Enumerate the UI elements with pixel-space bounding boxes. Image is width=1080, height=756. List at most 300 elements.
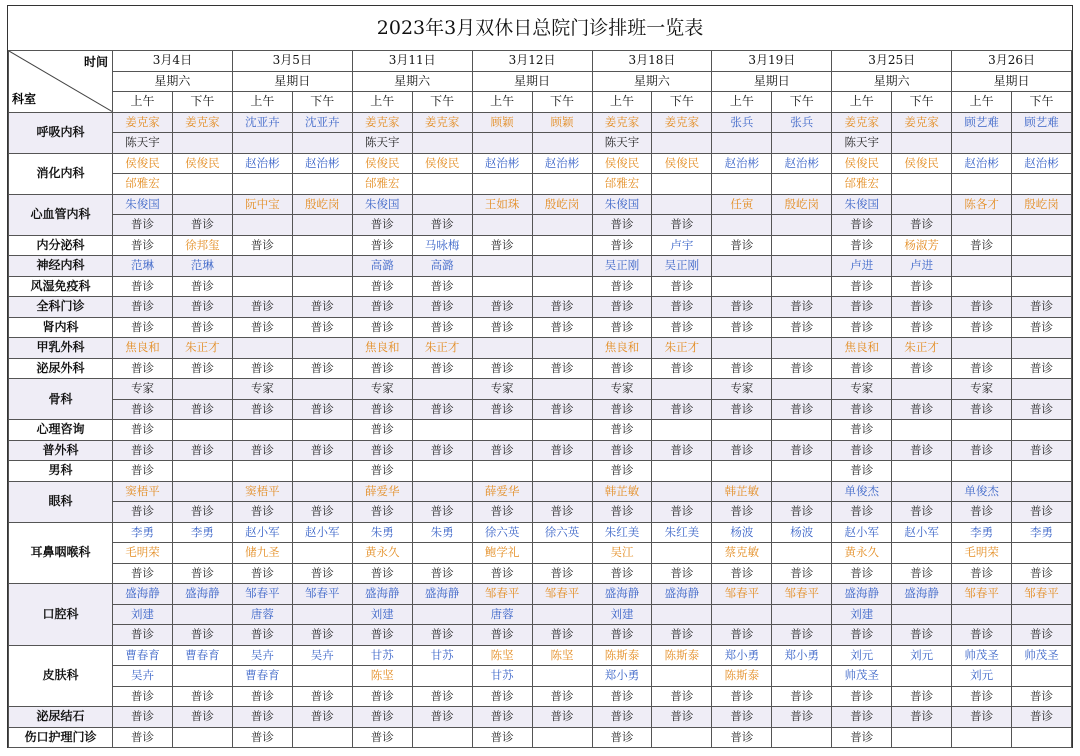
- doctor-name: 侯俊民: [904, 155, 939, 170]
- schedule-cell: [772, 543, 832, 564]
- doctor-name: 帅茂圣: [1024, 647, 1059, 662]
- schedule-cell: [952, 276, 1012, 297]
- schedule-cell: [292, 112, 352, 133]
- schedule-cell: [772, 338, 832, 359]
- schedule-cell: [652, 317, 712, 338]
- doctor-name: 姜克家: [904, 114, 939, 129]
- schedule-cell: [832, 276, 892, 297]
- schedule-cell: [772, 174, 832, 195]
- schedule-cell: [172, 686, 232, 707]
- table-row: [9, 707, 1072, 728]
- schedule-cell: [892, 645, 952, 666]
- schedule-cell: [113, 297, 173, 318]
- schedule-cell: [952, 707, 1012, 728]
- schedule-cell: [652, 276, 712, 297]
- clinic-type: 普诊: [430, 319, 454, 334]
- schedule-cell: [772, 379, 832, 400]
- schedule-cell: [412, 666, 472, 687]
- clinic-type: 普诊: [430, 504, 454, 519]
- clinic-type: 普诊: [1030, 401, 1054, 416]
- clinic-type: 普诊: [130, 504, 154, 519]
- schedule-cell: [952, 727, 1012, 748]
- schedule-cell: [352, 584, 412, 605]
- schedule-cell: [172, 174, 232, 195]
- schedule-cell: [892, 153, 952, 174]
- schedule-cell: [352, 133, 412, 154]
- schedule-cell: [772, 461, 832, 482]
- schedule-cell: [592, 420, 652, 441]
- schedule-cell: [652, 256, 712, 277]
- schedule-cell: [772, 604, 832, 625]
- schedule-cell: [652, 235, 712, 256]
- schedule-cell: [652, 461, 712, 482]
- schedule-cell: [652, 215, 712, 236]
- schedule-cell: [292, 297, 352, 318]
- schedule-cell: [1012, 727, 1072, 748]
- schedule-cell: [232, 317, 292, 338]
- doctor-name: 沈亚卉: [245, 114, 280, 129]
- schedule-cell: [472, 727, 532, 748]
- schedule-cell: [172, 215, 232, 236]
- table-row: [9, 625, 1072, 646]
- schedule-cell: [172, 338, 232, 359]
- schedule-cell: [772, 194, 832, 215]
- table-row: [9, 379, 1072, 400]
- clinic-type: 普诊: [910, 278, 934, 293]
- schedule-cell: [412, 215, 472, 236]
- schedule-cell: [1012, 174, 1072, 195]
- clinic-type: 普诊: [730, 237, 754, 252]
- schedule-cell: [1012, 112, 1072, 133]
- clinic-type: 普诊: [610, 299, 634, 314]
- table-row: [9, 563, 1072, 584]
- clinic-type: 普诊: [790, 627, 814, 642]
- clinic-type: 普诊: [190, 319, 214, 334]
- schedule-cell: [113, 256, 173, 277]
- schedule-cell: [832, 112, 892, 133]
- doctor-name: 邹春平: [1024, 586, 1059, 601]
- schedule-cell: [652, 686, 712, 707]
- table-row: [9, 215, 1072, 236]
- schedule-cell: [113, 235, 173, 256]
- clinic-type: 普诊: [790, 709, 814, 724]
- clinic-type: 普诊: [670, 299, 694, 314]
- weekday-header: 星期六: [832, 71, 952, 92]
- clinic-type: 普诊: [250, 401, 274, 416]
- clinic-type: 普诊: [130, 709, 154, 724]
- clinic-type: 普诊: [970, 237, 994, 252]
- schedule-cell: [172, 502, 232, 523]
- schedule-cell: [292, 276, 352, 297]
- schedule-cell: [472, 420, 532, 441]
- weekday-header: 星期六: [352, 71, 472, 92]
- clinic-type: 普诊: [610, 463, 634, 478]
- schedule-cell: [832, 399, 892, 420]
- clinic-type: 普诊: [850, 709, 874, 724]
- clinic-type: 普诊: [190, 217, 214, 232]
- clinic-type: 普诊: [730, 504, 754, 519]
- clinic-type: 普诊: [610, 627, 634, 642]
- clinic-type: 普诊: [790, 688, 814, 703]
- schedule-cell: [892, 666, 952, 687]
- schedule-cell: [472, 194, 532, 215]
- doctor-name: 单俊杰: [844, 483, 879, 498]
- clinic-type: 普诊: [370, 504, 394, 519]
- table-row: [9, 666, 1072, 687]
- table-row: [9, 461, 1072, 482]
- doctor-name: 赵治彬: [784, 155, 820, 170]
- schedule-cell: [832, 174, 892, 195]
- table-row: [9, 133, 1072, 154]
- doctor-name: 郑小勇: [604, 668, 640, 683]
- schedule-cell: [892, 235, 952, 256]
- clinic-type: 普诊: [250, 319, 274, 334]
- clinic-type: 普诊: [490, 401, 514, 416]
- schedule-cell: [892, 256, 952, 277]
- doctor-name: 范琳: [130, 258, 154, 273]
- schedule-cell: [532, 707, 592, 728]
- schedule-cell: [472, 481, 532, 502]
- schedule-cell: [892, 502, 952, 523]
- schedule-cell: [113, 543, 173, 564]
- schedule-cell: [472, 297, 532, 318]
- doctor-name: 焦良和: [364, 340, 400, 355]
- schedule-cell: [592, 522, 652, 543]
- doctor-name: 单俊杰: [964, 483, 999, 498]
- doctor-name: 赵治彬: [964, 155, 999, 170]
- period-header: 下午: [772, 92, 832, 113]
- schedule-cell: [292, 461, 352, 482]
- schedule-cell: [113, 666, 173, 687]
- doctor-name: 刘建: [610, 606, 634, 621]
- schedule-cell: [1012, 276, 1072, 297]
- schedule-cell: [772, 256, 832, 277]
- schedule-cell: [532, 604, 592, 625]
- schedule-cell: [472, 440, 532, 461]
- doctor-name: 朱俊国: [604, 196, 640, 211]
- schedule-cell: [292, 707, 352, 728]
- schedule-cell: [472, 379, 532, 400]
- date-header: 3月19日: [712, 51, 832, 72]
- clinic-type: 普诊: [310, 565, 334, 580]
- doctor-name: 顾颖: [490, 114, 514, 129]
- schedule-cell: [712, 235, 772, 256]
- clinic-type: 普诊: [850, 217, 874, 232]
- department-name: 普外科: [9, 440, 113, 461]
- schedule-cell: [772, 358, 832, 379]
- doctor-name: 李勇: [970, 524, 994, 539]
- date-header: 3月11日: [352, 51, 472, 72]
- schedule-cell: [712, 399, 772, 420]
- schedule-cell: [232, 502, 292, 523]
- schedule-cell: [772, 727, 832, 748]
- clinic-type: 普诊: [670, 217, 694, 232]
- doctor-name: 邹春平: [544, 586, 580, 601]
- schedule-cell: [172, 235, 232, 256]
- clinic-type: 普诊: [130, 299, 154, 314]
- schedule-cell: [592, 358, 652, 379]
- schedule-cell: [532, 174, 592, 195]
- doctor-name: 朱俊国: [844, 196, 879, 211]
- schedule-cell: [952, 297, 1012, 318]
- schedule-cell: [772, 399, 832, 420]
- schedule-cell: [1012, 399, 1072, 420]
- schedule-cell: [352, 666, 412, 687]
- schedule-cell: [652, 194, 712, 215]
- table-row: [9, 584, 1072, 605]
- schedule-cell: [472, 215, 532, 236]
- schedule-cell: [352, 604, 412, 625]
- clinic-type: 普诊: [430, 299, 454, 314]
- schedule-cell: [113, 153, 173, 174]
- doctor-name: 杨淑芳: [904, 237, 939, 252]
- schedule-cell: [592, 215, 652, 236]
- clinic-type: 普诊: [850, 278, 874, 293]
- schedule-cell: [652, 522, 712, 543]
- clinic-type: 陈天宇: [364, 135, 400, 150]
- schedule-cell: [172, 604, 232, 625]
- clinic-type: 普诊: [490, 319, 514, 334]
- schedule-cell: [892, 174, 952, 195]
- schedule-cell: [712, 276, 772, 297]
- doctor-name: 朱正才: [424, 340, 460, 355]
- schedule-cell: [652, 543, 712, 564]
- schedule-cell: [832, 584, 892, 605]
- clinic-type: 普诊: [130, 237, 154, 252]
- doctor-name: 王如珠: [484, 196, 520, 211]
- doctor-name: 姜克家: [185, 114, 220, 129]
- schedule-cell: [712, 727, 772, 748]
- doctor-name: 侯俊民: [364, 155, 400, 170]
- schedule-cell: [172, 440, 232, 461]
- schedule-cell: [532, 461, 592, 482]
- weekday-header: 星期日: [712, 71, 832, 92]
- department-name: 眼科: [9, 481, 113, 522]
- period-header: 上午: [592, 92, 652, 113]
- doctor-name: 甘苏: [490, 668, 514, 683]
- schedule-cell: [712, 317, 772, 338]
- doctor-name: 李勇: [190, 524, 214, 539]
- doctor-name: 盛海静: [125, 586, 160, 601]
- schedule-cell: [952, 461, 1012, 482]
- schedule-cell: [232, 686, 292, 707]
- clinic-type: 普诊: [970, 360, 994, 375]
- schedule-cell: [532, 256, 592, 277]
- schedule-cell: [532, 112, 592, 133]
- schedule-cell: [292, 133, 352, 154]
- doctor-name: 顾艺难: [1024, 114, 1059, 129]
- clinic-type: 普诊: [130, 463, 154, 478]
- schedule-cell: [832, 502, 892, 523]
- clinic-type: 普诊: [910, 401, 934, 416]
- schedule-cell: [832, 297, 892, 318]
- schedule-cell: [232, 420, 292, 441]
- schedule-cell: [832, 461, 892, 482]
- clinic-type: 普诊: [430, 627, 454, 642]
- schedule-cell: [712, 112, 772, 133]
- schedule-cell: [1012, 502, 1072, 523]
- schedule-cell: [412, 297, 472, 318]
- schedule-cell: [172, 194, 232, 215]
- schedule-cell: [532, 358, 592, 379]
- clinic-type: 普诊: [850, 688, 874, 703]
- doctor-name: 陈斯泰: [724, 668, 760, 683]
- clinic-type: 普诊: [250, 709, 274, 724]
- doctor-name: 盛海静: [185, 586, 220, 601]
- schedule-cell: [352, 461, 412, 482]
- clinic-type: 普诊: [130, 360, 154, 375]
- clinic-type: 普诊: [730, 565, 754, 580]
- schedule-cell: [532, 194, 592, 215]
- schedule-cell: [952, 174, 1012, 195]
- clinic-type: 普诊: [850, 627, 874, 642]
- schedule-cell: [412, 707, 472, 728]
- schedule-cell: [232, 256, 292, 277]
- schedule-cell: [832, 420, 892, 441]
- doctor-name: 曹春育: [185, 647, 220, 662]
- schedule-cell: [232, 215, 292, 236]
- clinic-type: 普诊: [790, 565, 814, 580]
- schedule-cell: [772, 522, 832, 543]
- clinic-type: 普诊: [910, 504, 934, 519]
- schedule-cell: [772, 276, 832, 297]
- table-row: [9, 112, 1072, 133]
- doctor-name: 顾颖: [550, 114, 574, 129]
- doctor-name: 甘苏: [430, 647, 454, 662]
- schedule-cell: [232, 440, 292, 461]
- schedule-cell: [892, 543, 952, 564]
- schedule-cell: [232, 235, 292, 256]
- schedule-cell: [772, 666, 832, 687]
- schedule-cell: [412, 727, 472, 748]
- schedule-cell: [352, 563, 412, 584]
- schedule-cell: [892, 317, 952, 338]
- schedule-cell: [232, 543, 292, 564]
- schedule-cell: [172, 481, 232, 502]
- doctor-name: 盛海静: [604, 586, 640, 601]
- clinic-type: 普诊: [610, 504, 634, 519]
- schedule-cell: [592, 666, 652, 687]
- doctor-name: 毛明荣: [125, 545, 160, 560]
- schedule-cell: [592, 153, 652, 174]
- clinic-type: 普诊: [370, 422, 394, 437]
- department-name: 风湿免疫科: [9, 276, 113, 297]
- schedule-cell: [532, 133, 592, 154]
- schedule-cell: [952, 379, 1012, 400]
- schedule-cell: [592, 276, 652, 297]
- schedule-cell: [1012, 625, 1072, 646]
- clinic-type: 普诊: [370, 217, 394, 232]
- schedule-cell: [952, 338, 1012, 359]
- schedule-cell: [652, 420, 712, 441]
- schedule-cell: [172, 563, 232, 584]
- schedule-cell: [592, 194, 652, 215]
- schedule-cell: [592, 543, 652, 564]
- clinic-type: 普诊: [670, 401, 694, 416]
- schedule-cell: [232, 625, 292, 646]
- clinic-type: 普诊: [1030, 709, 1054, 724]
- clinic-type: 普诊: [550, 299, 574, 314]
- clinic-type: 普诊: [610, 688, 634, 703]
- clinic-type: 普诊: [670, 360, 694, 375]
- schedule-cell: [952, 194, 1012, 215]
- clinic-type: 普诊: [130, 688, 154, 703]
- schedule-cell: [1012, 686, 1072, 707]
- doctor-name: 姜克家: [364, 114, 400, 129]
- clinic-type: 普诊: [310, 319, 334, 334]
- schedule-cell: [172, 256, 232, 277]
- department-name: 泌尿外科: [9, 358, 113, 379]
- schedule-cell: [352, 276, 412, 297]
- schedule-cell: [772, 297, 832, 318]
- table-corner: [9, 51, 113, 113]
- schedule-cell: [113, 481, 173, 502]
- schedule-cell: [652, 584, 712, 605]
- schedule-cell: [1012, 235, 1072, 256]
- department-name: 肾内科: [9, 317, 113, 338]
- schedule-cell: [1012, 481, 1072, 502]
- schedule-cell: [352, 379, 412, 400]
- doctor-name: 郑小勇: [784, 647, 820, 662]
- clinic-type: 普诊: [1030, 504, 1054, 519]
- schedule-cell: [592, 707, 652, 728]
- schedule-cell: [352, 686, 412, 707]
- schedule-cell: [712, 481, 772, 502]
- schedule-cell: [592, 727, 652, 748]
- doctor-name: 张兵: [730, 114, 754, 129]
- schedule-cell: [892, 358, 952, 379]
- clinic-type: 普诊: [310, 360, 334, 375]
- doctor-name: 殷屹岗: [1024, 196, 1059, 211]
- doctor-name: 吴正刚: [604, 258, 640, 273]
- schedule-cell: [892, 297, 952, 318]
- schedule-cell: [113, 194, 173, 215]
- schedule-cell: [232, 666, 292, 687]
- schedule-cell: [472, 133, 532, 154]
- department-name: 内分泌科: [9, 235, 113, 256]
- schedule-cell: [232, 461, 292, 482]
- schedule-cell: [832, 317, 892, 338]
- clinic-type: 普诊: [250, 299, 274, 314]
- clinic-type: 普诊: [850, 729, 874, 744]
- schedule-cell: [232, 481, 292, 502]
- clinic-type: 普诊: [910, 299, 934, 314]
- schedule-cell: [652, 502, 712, 523]
- period-header: 下午: [1012, 92, 1072, 113]
- weekday-header: 星期日: [952, 71, 1072, 92]
- schedule-cell: [712, 133, 772, 154]
- schedule-cell: [532, 522, 592, 543]
- doctor-name: 邰雅宏: [844, 176, 879, 191]
- clinic-type: 普诊: [310, 627, 334, 642]
- schedule-cell: [113, 686, 173, 707]
- schedule-cell: [712, 215, 772, 236]
- table-row: [9, 502, 1072, 523]
- schedule-cell: [592, 174, 652, 195]
- clinic-type: 普诊: [790, 504, 814, 519]
- schedule-cell: [712, 338, 772, 359]
- schedule-cell: [532, 502, 592, 523]
- schedule-cell: [772, 707, 832, 728]
- schedule-cell: [472, 317, 532, 338]
- doctor-name: 韩芷敏: [604, 483, 640, 498]
- schedule-cell: [832, 686, 892, 707]
- clinic-type: 普诊: [850, 504, 874, 519]
- doctor-name: 蔡克敏: [724, 545, 760, 560]
- clinic-type: 普诊: [970, 504, 994, 519]
- schedule-cell: [472, 256, 532, 277]
- schedule-cell: [352, 727, 412, 748]
